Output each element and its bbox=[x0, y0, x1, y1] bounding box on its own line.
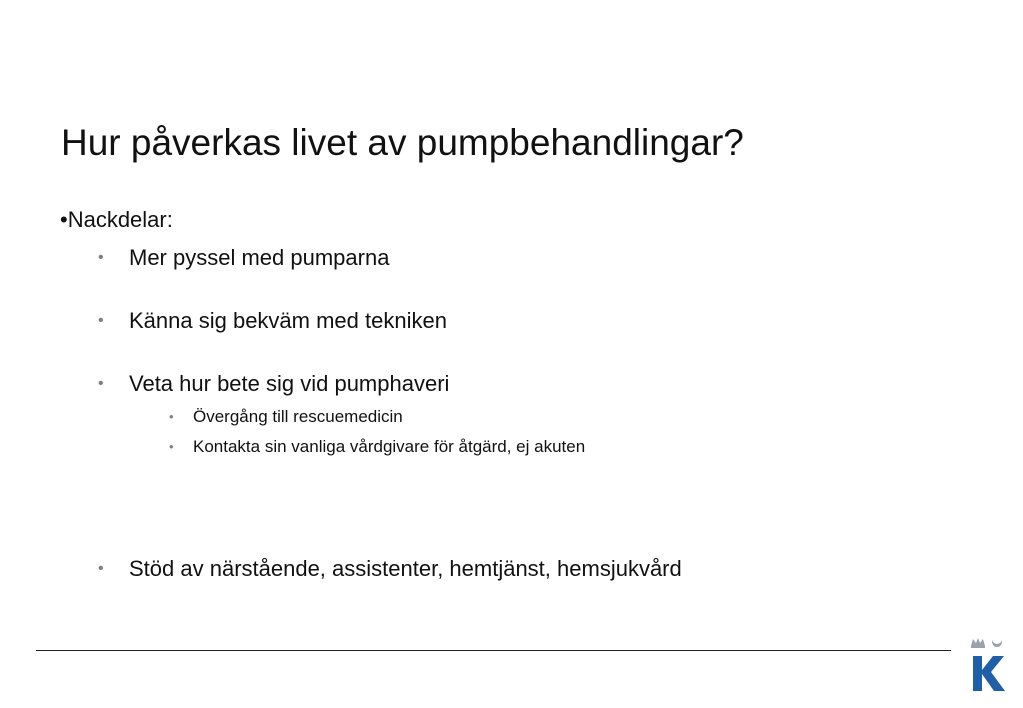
bullet-text: Mer pyssel med pumparna bbox=[129, 245, 390, 270]
bullet-dot: • bbox=[98, 375, 104, 392]
bullet-text: Veta hur bete sig vid pumphaveri bbox=[129, 371, 450, 396]
sub-bullet-text: Kontakta sin vanliga vårdgivare för åtgärd, ej akuten bbox=[193, 437, 586, 456]
sub-bullet-text: Övergång till rescuemedicin bbox=[193, 407, 403, 426]
crown-k-logo-icon bbox=[968, 636, 1008, 694]
bullet-text: Känna sig bekväm med tekniken bbox=[129, 308, 447, 333]
bullet-dot: • bbox=[98, 312, 104, 329]
bullet-dot: • bbox=[98, 249, 104, 266]
slide-title: Hur påverkas livet av pumpbehandlingar? bbox=[61, 122, 744, 163]
sub-bullet-dot: • bbox=[169, 409, 174, 424]
sub-bullet-dot: • bbox=[169, 439, 174, 454]
section-label-nackdelar: •Nackdelar: bbox=[60, 207, 173, 232]
footer-divider bbox=[36, 650, 951, 651]
bullet-text: Stöd av närstående, assistenter, hemtjänst, hemsjukvård bbox=[129, 556, 682, 581]
bullet-dot: • bbox=[98, 560, 104, 577]
